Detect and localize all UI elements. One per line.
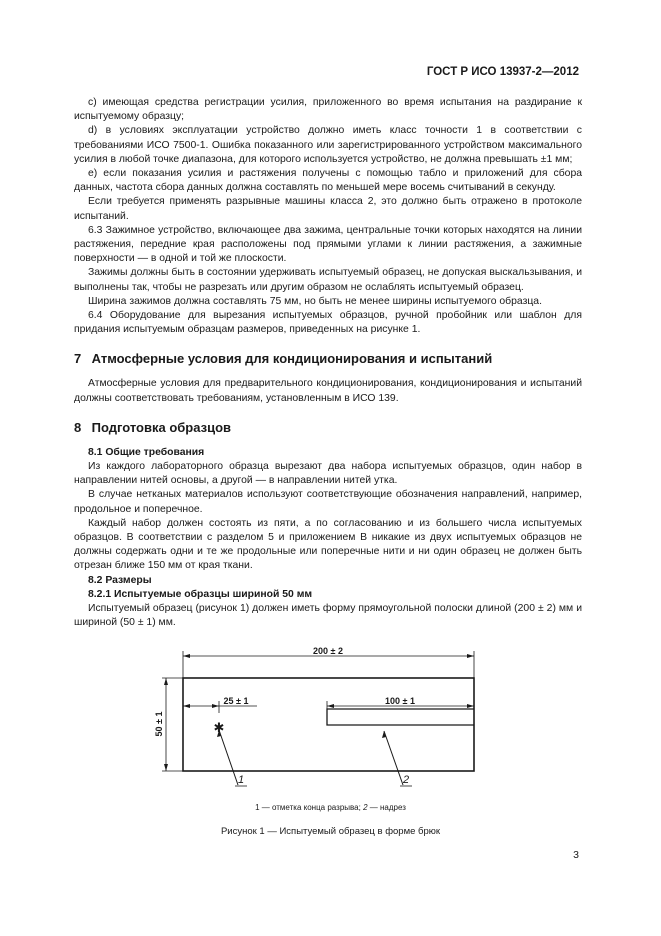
paragraph: c) имеющая средства регистрации усилия, приложенного во время испытания на раздирание к испытуемому образцу; (74, 97, 582, 123)
dimension-label-25: 25 ± 1 (223, 696, 249, 706)
dimension-label-200: 200 ± 2 (313, 646, 343, 656)
subsection-8-2-heading: 8.2 Размеры (88, 574, 152, 586)
paragraph: Ширина зажимов должна составлять 75 мм, но быть не менее ширины испытуемого образца. (88, 295, 542, 307)
arrowhead (164, 678, 168, 685)
paragraph: Зажимы должны быть в состоянии удерживать испытуемый образец, не допуская выскальзывания, и выполнены так, чтобы не разрезать или другим образом не ослаблять испытуемый образец. (74, 267, 582, 293)
callout-label-2: 2 (403, 774, 410, 786)
slit-line (327, 709, 474, 725)
section-8-number: 8 (74, 419, 82, 435)
figure-legend (0, 803, 661, 812)
trouser-specimen-figure (150, 645, 490, 825)
section-8-heading (74, 420, 582, 436)
leader-line-1 (219, 730, 238, 785)
page-number: 3 (573, 849, 579, 861)
paragraph: 6.3 Зажимное устройство, включающее два зажима, центральные точки которых находятся на линии растяжения, передние края расположены под прямыми углами к линии растяжения, а зажимные поверхности — в одной и той же плоскости. (74, 224, 582, 265)
legend-number: 2 (363, 803, 368, 812)
subsection-8-1-heading: 8.1 Общие требования (88, 446, 205, 458)
arrowhead (164, 764, 168, 771)
paragraph: Каждый набор должен состоять из пяти, а по согласованию и из большего числа испытуемых образцов. В соответствии с разделом 5 и приложением В никакие из двух испытуемых образцов не должны содержать одни и те же продольные или поперечные нити и ни один образец не должен быть отрезан ближе 150 мм от края ткани. (74, 517, 582, 572)
dimension-label-50: 50 ± 1 (154, 711, 164, 737)
arrowhead (467, 654, 474, 658)
arrowhead (183, 654, 190, 658)
section-7-text: Атмосферные условия для предварительного кондиционирования, кондиционирования и испытаний должны соответствовать требованиям, установленным в ИСО 139. (74, 378, 582, 404)
section-8-title: Подготовка образцов (91, 419, 232, 435)
arrowhead (467, 704, 474, 708)
paragraph: Испытуемый образец (рисунок 1) должен иметь форму прямоугольной полоски длиной (200 ± 2) мм и шириной (50 ± 1) мм. (74, 603, 582, 629)
paragraph: В случае нетканых материалов используют соответствующие обозначения направлений, например, продольное и поперечное. (74, 489, 582, 515)
paragraph: d) в условиях эксплуатации устройство должно иметь класс точности 1 в соответствии с требованиями ИСО 7500-1. Ошибка показанного или зарегистрированного устройством максимального усилия в любой точке диапазона, для которого используется устройство, не должна превышать ±1 мм; (74, 125, 582, 165)
legend-number: 1 (255, 803, 260, 812)
section-7-number: 7 (74, 351, 82, 367)
leader-line-2 (384, 731, 403, 785)
paragraph: e) если показания усилия и растяжения получены с помощью табло и приложений для сбора данных, частота сбора данных должна составлять по меньшей мере восемь считываний в секунду. (74, 168, 582, 194)
subsection-8-2-1-heading: 8.2.1 Испытуемые образцы шириной 50 мм (88, 588, 313, 600)
dimension-label-100: 100 ± 1 (385, 696, 415, 706)
legend-text: — надрез (367, 803, 406, 812)
arrowhead (212, 704, 219, 708)
tear-end-mark-icon: ✱ (213, 720, 225, 735)
document-id-header: ГОСТ Р ИСО 13937-2—2012 (426, 66, 579, 78)
arrowhead (327, 704, 334, 708)
callout-label-1: 1 (238, 774, 245, 786)
paragraph: Если требуется применять разрывные машины класса 2, это должно быть отражено в протоколе испытаний. (74, 196, 582, 222)
legend-text: — отметка конца разрыва; (259, 803, 364, 812)
figure-caption: Рисунок 1 — Испытуемый образец в форме брюк (220, 826, 441, 837)
paragraph: 6.4 Оборудование для вырезания испытуемых образцов, ручной пробойник или шаблон для придания испытуемым образцам размеров, приведенных на рисунке 1. (74, 310, 582, 336)
section-7-heading (74, 351, 582, 367)
arrowhead (183, 704, 190, 708)
paragraph: Из каждого лабораторного образца вырезают два набора испытуемых образцов, один набор в направлении нитей основы, а другой — в направлении нитей утка. (74, 461, 582, 487)
section-7-title: Атмосферные условия для кондиционирования и испытаний (91, 351, 493, 367)
page-body (74, 96, 582, 631)
